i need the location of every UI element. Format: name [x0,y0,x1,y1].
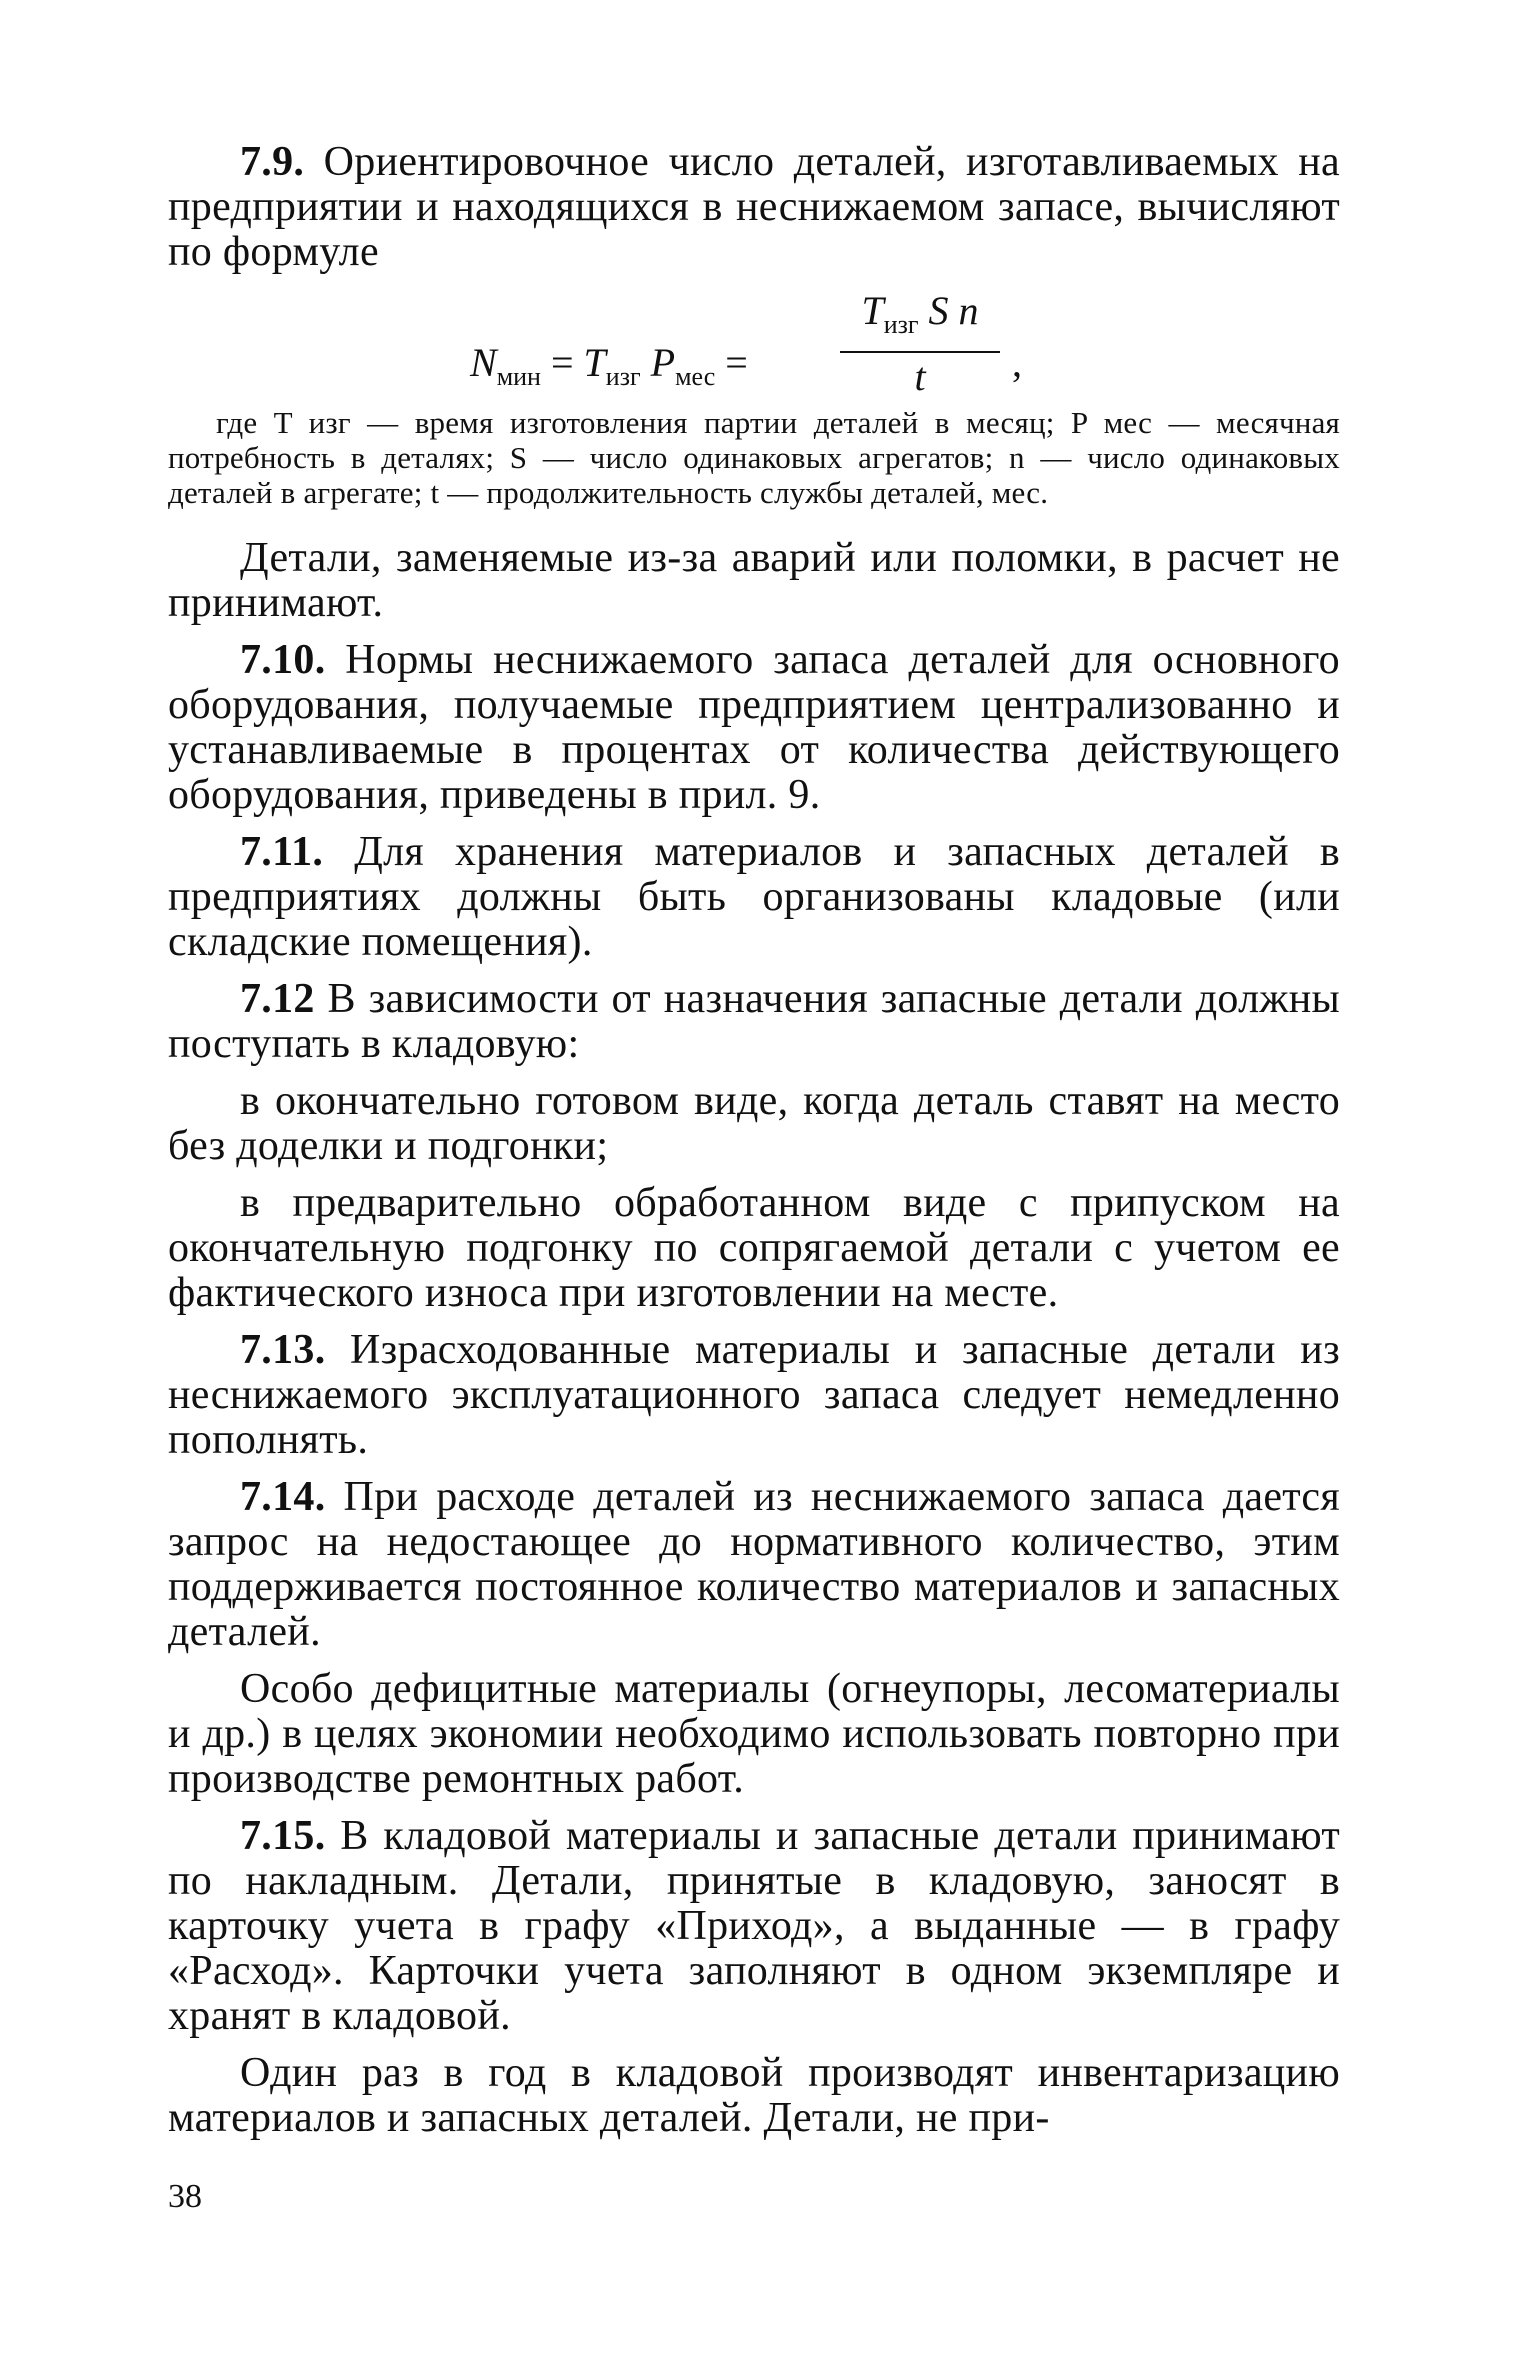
section-text: Для хранения материалов и запасных деталей в предприятиях должны быть организованы кладовые (или складские помещения). [168,829,1340,965]
section-7-11 [168,830,1340,965]
section-text: Нормы неснижаемого запаса деталей для основного оборудования, получаемые предприятием централизованно и устанавливаемые в процентах от количества действующего оборудования, приведены в прил. 9. [168,637,1340,818]
section-number: 7.11. [240,829,324,875]
formula-fraction [840,287,1000,399]
section-text: При расходе деталей из неснижаемого запаса дается запрос на недостающее до нормативного количество, этим поддерживается постоянное количество материалов и запасных деталей. [168,1474,1340,1655]
section-text: Ориентировочное число деталей, изготавливаемых на предприятии и находящихся в неснижаемом запасе, вычисляют по формуле [168,139,1340,275]
section-number: 7.10. [240,637,326,683]
formula-comma: , [1012,340,1022,385]
section-7-14 [168,1475,1340,1655]
fraction-bar [840,351,1000,353]
formula-legend: где T изг — время изготовления партии деталей в месяц; P мес — месячная потребность в деталях; S — число одинаковых агрегатов; n — число одинаковых деталей в агрегате; t — продолжительность службы деталей, мес. [168,405,1340,510]
delivery-list [168,1079,1340,1316]
section-7-12 [168,977,1340,1067]
section-number: 7.13. [240,1327,326,1373]
page-body [168,140,1340,2153]
list-item: в предварительно обработанном виде с припуском на окончательную подгонку по сопрягаемой детали с учетом ее фактического износа при изготовлении на месте. [168,1180,1340,1316]
section-number: 7.15. [240,1813,326,1859]
formula [168,287,1340,399]
section-number: 7.9. [240,139,305,185]
section-7-13 [168,1328,1340,1463]
section-number: 7.14. [240,1474,326,1520]
section-text: Израсходованные материалы и запасные детали из неснижаемого эксплуатационного запаса следует немедленно пополнять. [168,1327,1340,1463]
section-text: В кладовой материалы и запасные детали принимают по накладным. Детали, принятые в кладовую, заносят в карточку учета в графу «Приход», а выданные — в графу «Расход». Карточки учета заполняют в одном экземпляре и хранят в кладовой. [168,1813,1340,2039]
section-7-15 [168,1814,1340,2039]
section-text: В зависимости от назначения запасные детали должны поступать в кладовую: [168,976,1340,1067]
fraction-denominator: t [914,354,926,399]
list-item: в окончательно готовом виде, когда деталь ставят на место без доделки и подгонки; [168,1078,1340,1169]
section-7-10 [168,638,1340,818]
section-7-9-extra: Детали, заменяемые из-за аварий или поломки, в расчет не принимают. [168,535,1340,626]
section-number: 7.12 [240,976,315,1022]
page-number: 38 [168,2178,202,2215]
formula-lhs: $N_{мин} = T_{изг}$ $P_{мес}$ = [470,340,748,391]
section-7-15-extra: Один раз в год в кладовой производят инвентаризацию материалов и запасных деталей. Детали, не при- [168,2050,1340,2141]
fraction-numerator: $T_{изг}$ S n [861,288,979,339]
section-7-9 [168,140,1340,275]
section-7-14-extra: Особо дефицитные материалы (огнеупоры, лесоматериалы и др.) в целях экономии необходимо использовать повторно при производстве ремонтных работ. [168,1666,1340,1802]
